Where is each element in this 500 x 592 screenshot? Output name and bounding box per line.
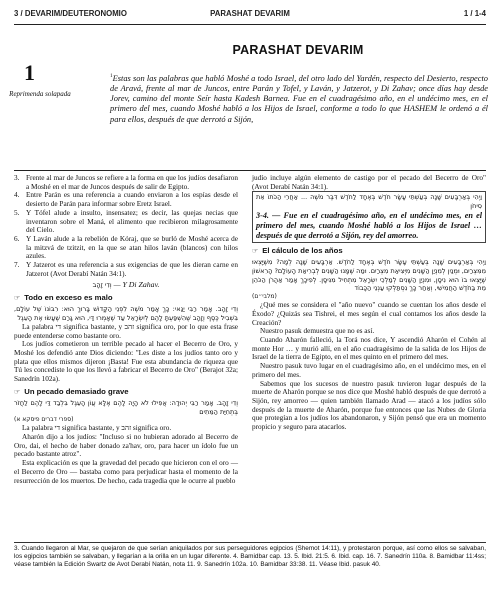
paragraph: Esta explicación es que la gravedad del pecado que hicieron con el oro — el Becerro de Oro — bastaba como para perjudicar hasta el momento de la resurrección de los muertos. De hecho, cada tragedia que le ocurre al pueblo bbox=[14, 459, 238, 485]
paragraph: Aharón dijo a los judíos: "Incluso si no hubieran adorado al Becerro de Oro, dai, el hecho de haber donado za'hav, oro, para hacer un ídolo fue un pecado bastante atroz". bbox=[14, 433, 238, 459]
section-title: Todo en exceso es malo bbox=[24, 293, 113, 303]
verse-box-text: — Fue en el cuadragésimo año, en el undécimo mes, en el primero del mes, cuando Moshé habló a los Hijos de Israel … después de que derrotó a Sijón, rey del amorreo. bbox=[256, 211, 482, 240]
header-chapter-verse: 1 / 1-4 bbox=[463, 9, 486, 18]
verse-translation bbox=[256, 211, 482, 241]
footnotes: 3. Cuando llegaron al Mar, se quejaron de que serían aniquilados por sus perseguidores egipcios (Shemot 14:11), y protestaron porque, así como ellos se salvaban, los egipcios también se salvaban, y llegarían a la orilla en un lugar diferente. 4. Bamidbar cap. 13. 5. Ibid. 21:5. 6. Ibid. cap. 16. 7. Sanedrín 110a. 8. Bamidbar 11:4ss; véase también la Edición Swartz de Avot Derabí Natán, nota 11. 9. Sanedrín 102a. 10. Bamidbar 33:38. 11. Véase Ibid. pasuk 40. bbox=[14, 545, 486, 569]
list-item bbox=[14, 209, 238, 235]
hebrew-commentary: וְדִי זָהָב. אָמַר רַבִּי יְהוּדָה: אֲפִילוּ לֹא הָיָה לָהֶם אֶלָּא עֲוֹן הָעֵגֶל בִּלְבַד דַּי לָהֶם לַחֲזֹר בְּתְחִיַּת הַמֵּתִים bbox=[14, 398, 238, 416]
paragraph: La palabra די significa bastante, y זהב significa oro. bbox=[22, 424, 172, 433]
list-item-num: 4. bbox=[14, 191, 20, 200]
paragraph: La palabra די significa bastante, y זהב significa oro, por lo que esta frase puede entenderse como bastante oro. bbox=[14, 322, 239, 340]
header-book-title: 3 / DEVARIM/DEUTERONOMIO bbox=[14, 9, 127, 18]
verse-rule bbox=[14, 170, 486, 171]
verse-text bbox=[110, 71, 488, 125]
paragraph: judío incluye algún elemento de castigo por el pecado del Becerro de Oro" (Avot Derabí Natán 34:1). bbox=[252, 174, 486, 191]
verse-hebrew: וַיְהִי בְּאַרְבָּעִים שָׁנָה בְּעַשְׁתֵּי עָשָׂר חֹדֶשׁ בְּאֶחָד לַחֹדֶשׁ דִּבֶּר מֹשֶׁה ... אַחֲרֵי הַכֹּתוֹ אֵת סִיחֹן bbox=[256, 193, 482, 211]
di-zahav-hebrew: וְדִי זָהָב bbox=[92, 281, 112, 290]
verse-ref: 3-4. bbox=[256, 211, 269, 220]
list-item bbox=[14, 261, 238, 278]
hebrew-source-ref: (ספרי דברים פיסקא א) bbox=[14, 416, 74, 424]
di-zahav-line bbox=[14, 280, 238, 290]
right-column bbox=[252, 174, 486, 432]
list-item-num: 3. bbox=[14, 174, 20, 182]
list-item-text: Y Laván alude a la rebelión de Kóraj, que se burló de Moshé acerca de la mitzvá de tzitzit, en la que se atan hilos laván (blancos) con hilos azules. bbox=[26, 234, 238, 261]
chapter-number: 1 bbox=[24, 60, 35, 85]
section-title: Un pecado demasiado grave bbox=[24, 386, 129, 396]
hebrew-commentary: וְדִי זָהָב. אָמַר רַבִּי יַנַּאי: כָּךְ אָמַר מֹשֶׁה לִפְנֵי הַקָּדוֹשׁ בָּרוּךְ הוּא: רִבּוֹנוֹ שֶׁל עוֹלָם, בִּשְׁבִיל כֶּסֶף וְזָהָב שֶׁהִשְׁפַּעְתָּ לָהֶם לְיִשְׂרָאֵל עַד שֶׁאָמְרוּ דַּי, הוּא גָּרַם שֶׁעָשׂוּ אֶת הָעֵגֶל bbox=[14, 305, 238, 323]
list-item-text: Y Jatzerot es una referencia a sus exigencias de que les dieran carne en Jatzerot (Avot Derabí Natán 34:1). bbox=[26, 261, 238, 278]
verse-text-body: Estas son las palabras que habló Moshé a todo Israel, del otro lado del Yardén, respecto del Desierto, respecto de Aravá, frente al mar de Juncos, entre Parán y Tofel, y Laván, y Jatzerot, y Di Zahav; once días hay desde Jorev, camino del monte Seír hasta Kadesh Barnea. Fue en el cuadragésimo año, en el undécimo mes, en el primero del mes, cuando Moshé habló a los Hijos de Israel, conforme a todo lo que HASHEM le ordenó a él para ellos, después de que derrotó a Sijón, bbox=[110, 73, 488, 124]
list-item bbox=[14, 191, 238, 208]
paragraph: Nuestro pasuk demuestra que no es así. bbox=[260, 327, 375, 336]
left-column bbox=[14, 174, 238, 485]
list-item-num: 7. bbox=[14, 261, 20, 270]
section-heading bbox=[14, 387, 238, 397]
paragraph: Nuestro pasuk tuvo lugar en el cuadragésimo año, en el undécimo mes, en el primero del mes. bbox=[252, 362, 486, 379]
paragraph: Sabemos que los sucesos de nuestro pasuk tuvieron lugar después de la muerte de Aharón porque se nos dice que Moshé habló después de que derrotó a Sijón, rey amorreo — quien también llamado Arad — atacó a los judíos sólo después de la muerte de Aharón, porque fue entonces que las Nubes de Gloria que protegían a los judíos los abandonaron, y Sijón pensó que era un momento propicio y seguro para atacarlos. bbox=[252, 379, 486, 432]
footnote-rule bbox=[14, 542, 486, 543]
header-parasha-name: PARASHAT DEVARIM bbox=[210, 9, 290, 18]
header-rule bbox=[14, 24, 486, 25]
pointing-hand-icon: ☞ bbox=[14, 387, 21, 396]
pointing-hand-icon: ☞ bbox=[252, 247, 259, 255]
section-heading bbox=[252, 246, 486, 256]
hebrew-commentary: וַיְהִי בְּאַרְבָּעִים שָׁנָה בְּעַשְׁתֵּי עָשָׂר חֹדֶשׁ בְּאֶחָד לַחֹדֶשׁ. אַרְבָּעִים שָׁנָה לְמָה? מִשֶּׁיָּצְאוּ מִמִּצְרַיִם, וּמְנַיִן לְמִנְיַן הַשָּׁנִים מִיְּצִיאַת מִצְרַיִם. וּמַה שֶּׁמָּנוּ הַשָּׁנִים לְבְרִיאַת הָעוֹלָם? הָרִאשׁוֹן שֶׁיָּצְאוּ בוֹ הוּא נִיסָן, וּמִנְיַן הַשָּׁנִים לְמַלְכֵי יִשְׂרָאֵל מִתְחִיל מִנִּיסָן. לְפִיכָךְ אָמַר אַהֲרֹן הַכֹּהֵן מֵת בַּחֹדֶשׁ הַחֲמִישִׁי, וְאַחַר כָּךְ נִסְתַּלְּקוּ עַנְנֵי הַכָּבוֹד bbox=[252, 258, 486, 293]
list-item-text: Frente al mar de Juncos se refiere a la forma en que los judíos desafiaron a Moshé en el mar de Juncos después de salir de Egipto. bbox=[26, 174, 238, 191]
paragraph: Cuando Aharón falleció, la Torá nos dice, Y ascendió Aharón el Cohén al monte Hor … y murió allí, en el año cuadragésimo de la salida de los Hijos de Israel de la tierra de Egipto, en el mes quinto en el primero del mes. bbox=[252, 336, 486, 362]
di-zahav-label: — Y Di Zahav. bbox=[113, 280, 160, 290]
section-title: El cálculo de los años bbox=[262, 246, 343, 255]
parashat-title: PARASHAT DEVARIM bbox=[232, 43, 364, 57]
list-item-num: 5. bbox=[14, 208, 20, 217]
list-item-text: Entre Parán es una referencia a cuando enviaron a los espías desde el desierto de Parán para informar sobre Eretz Israel. bbox=[26, 191, 238, 209]
list-item-num: 6. bbox=[14, 234, 20, 243]
side-note: Reprimenda solapada bbox=[9, 90, 71, 98]
paragraph: ¿Qué mes se considera el "año nuevo" cuando se cuentan los años desde el Éxodo? ¿Quizás sea Tishrei, el mes según el cual contamos los años desde la Creación? bbox=[252, 301, 486, 327]
running-header bbox=[14, 4, 486, 22]
list-item-text: Y Tófel alude a insulto, insensatez; es decir, las quejas necias que inventaron sobre el Maná, el alimento que recibieron milagrosamente del Cielo. bbox=[26, 208, 238, 235]
paragraph: Los judíos cometieron un terrible pecado al hacer el Becerro de Oro, y Moshé los defendió ante Dios diciendo: "Les diste a los judíos tanto oro y plata que ellos mismos dijeron ¡Basta! Fue esta abundancia de riqueza que Tú les concediste lo que los llevó a fabricar el Becerro de Oro" (Berajot 32a; Sanedrín 102a). bbox=[14, 340, 238, 384]
section-heading bbox=[14, 293, 238, 303]
list-item bbox=[14, 235, 238, 261]
list-item bbox=[14, 174, 238, 191]
hebrew-source-ref: (מלבי״ם) bbox=[252, 293, 277, 301]
pointing-hand-icon: ☞ bbox=[14, 294, 21, 303]
verse-box bbox=[252, 191, 486, 243]
verse-number-1: 1 bbox=[110, 73, 113, 79]
